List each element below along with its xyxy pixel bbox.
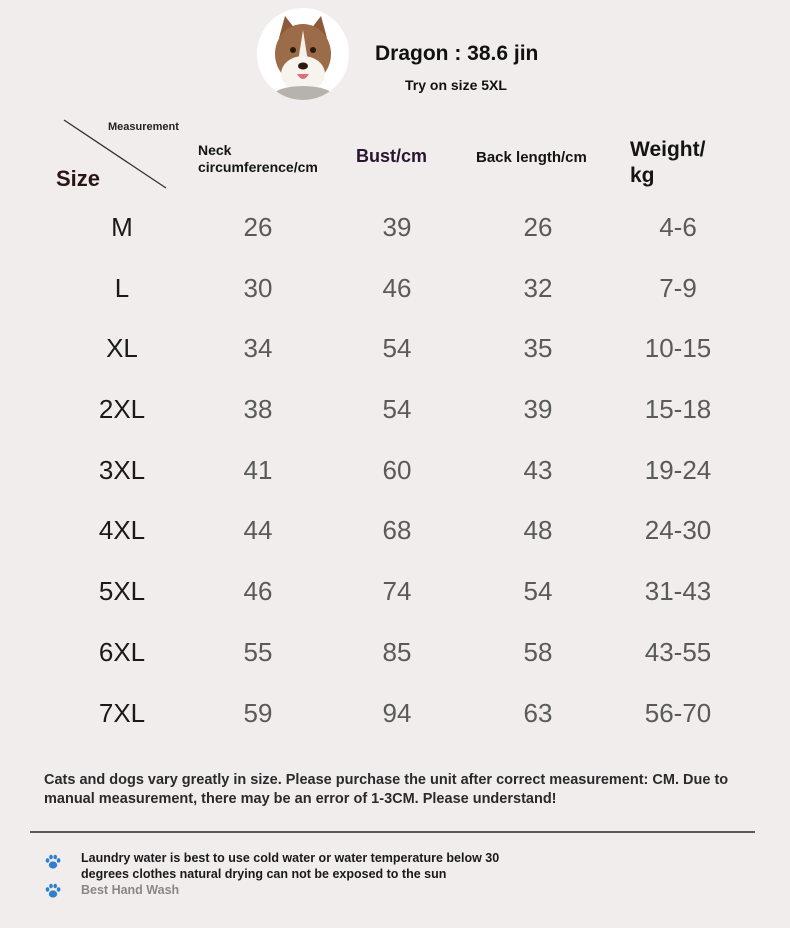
cell-size: L [114,272,130,303]
cell-back: 32 [523,272,553,303]
dog-name: Dragon : 38.6 jin [375,42,539,65]
table-row [0,684,790,745]
cell-bust: 54 [382,394,412,425]
cell-neck: 41 [243,454,273,485]
cell-size: 2XL [98,394,146,425]
cell-back: 58 [523,636,553,667]
cell-neck: 34 [243,333,273,364]
cell-neck: 30 [243,272,273,303]
care-text-laundry: Laundry water is best to use cold water or water temperature below 30 degrees clothes natural drying can not be exposed to the sun [81,851,500,881]
cell-back: 39 [523,394,553,425]
cell-size: 5XL [98,576,146,607]
cell-back: 54 [523,576,553,607]
cell-bust: 39 [382,212,412,242]
cell-bust: 94 [382,697,412,728]
table-row [0,441,790,502]
table-row [0,623,790,684]
dog-avatar [257,8,349,100]
column-header-neck: Neck circumference/cm [198,142,318,175]
cell-size: XL [106,333,138,364]
size-table-body [0,198,790,744]
cell-weight: 56-70 [644,697,712,728]
dog-photo-icon [257,8,349,100]
cell-weight: 31-43 [644,576,712,607]
cell-size: 3XL [98,454,146,485]
header [0,0,790,110]
care-text-hand-wash: Best Hand Wash [81,883,180,897]
column-header-bust: Bust/cm [356,146,428,166]
cell-weight: 10-15 [644,333,712,364]
paw-icon [44,853,62,871]
table-row [0,259,790,320]
cell-bust: 60 [382,454,412,485]
paw-icon [44,882,62,900]
cell-weight: 43-55 [644,636,712,667]
cell-weight: 4-6 [659,212,697,242]
cell-neck: 26 [243,212,273,242]
cell-size: 6XL [98,636,146,667]
column-header-back: Back length/cm [476,149,587,166]
cell-bust: 54 [382,333,412,364]
cell-back: 48 [523,515,553,546]
cell-bust: 68 [382,515,412,546]
cell-back: 43 [523,454,553,485]
cell-size: M [111,212,133,242]
cell-bust: 74 [382,576,412,607]
cell-neck: 59 [243,697,273,728]
cell-weight: 24-30 [644,515,712,546]
cell-weight: 19-24 [644,454,712,485]
divider [30,831,755,833]
table-row [0,198,790,259]
cell-neck: 44 [243,515,273,546]
cell-bust: 46 [382,272,412,303]
try-on-size: Try on size 5XL [405,77,507,93]
measurement-note: Cats and dogs vary greatly in size. Please purchase the unit after correct measurement: CM. Due to manual measurement, there may be an error of 1-3CM. Please understand! [44,772,729,807]
table-row [0,319,790,380]
table-row [0,380,790,441]
size-label: Size [56,166,101,191]
cell-size: 7XL [98,697,146,728]
column-header-weight: Weight/ kg [630,138,706,187]
cell-size: 4XL [98,515,146,546]
cell-weight: 7-9 [659,272,697,303]
cell-weight: 15-18 [644,394,712,425]
measurement-label: Measurement [108,121,179,133]
cell-back: 35 [523,333,553,364]
cell-neck: 46 [243,576,273,607]
cell-neck: 55 [243,636,273,667]
cell-bust: 85 [382,636,412,667]
cell-back: 26 [523,212,553,242]
table-row [0,501,790,562]
table-row [0,562,790,623]
cell-neck: 38 [243,394,273,425]
cell-back: 63 [523,697,553,728]
